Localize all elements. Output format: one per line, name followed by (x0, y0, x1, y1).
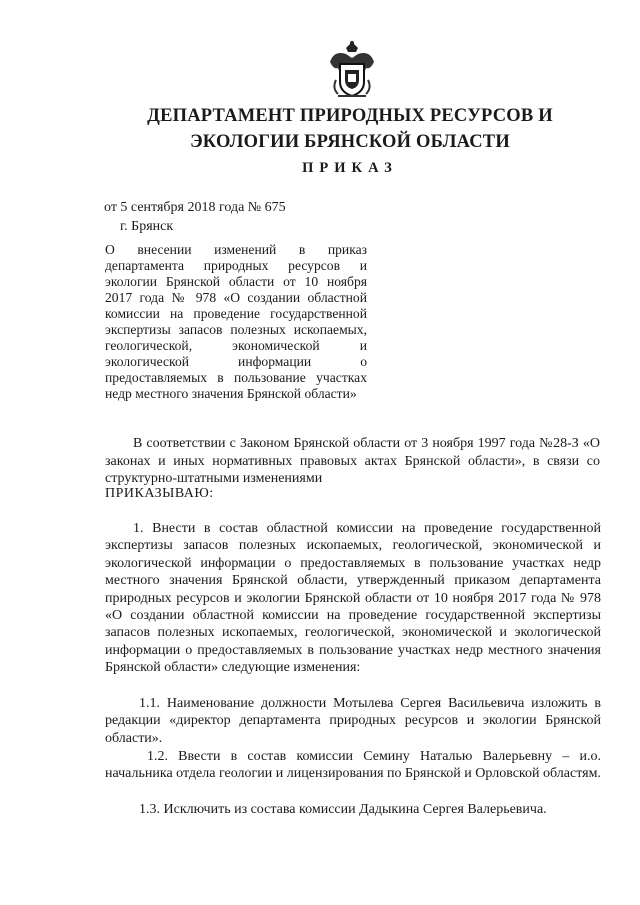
order-subject: О внесении изменений в приказ департамента природных ресурсов и экологии Брянской области от 10 ноября 2017 года № 978 «О создании областной комиссии на проведение государственной экспертизы запасов полезных ископаемых, геологической, экономической и экологической информации о предоставляемых в пользование участках недр местного значения Брянской области» (105, 242, 367, 401)
item-1-paragraph: 1. Внести в состав областной комиссии на проведение государственной экспертизы запасов полезных ископаемых, геологической, экономической и экологической информации о предоставляемых в пользование участках недр местного значения Брянской области, утвержденный приказом департамента природных ресурсов и экологии Брянской области от 10 ноября 2017 года № 978 «О создании областной комиссии на проведение государственной экспертизы запасов полезных ископаемых, геологической, экономической и экологической информации о предоставляемых в пользование участках недр местного значения Брянской области» следующие изменения: (105, 521, 601, 676)
order-keyword: ПРИКАЗЫВАЮ: (105, 486, 214, 501)
coat-of-arms-icon (326, 40, 378, 100)
department-title: ДЕПАРТАМЕНТ ПРИРОДНЫХ РЕСУРСОВ И ЭКОЛОГИИ БРЯНСКОЙ ОБЛАСТИ (147, 106, 553, 152)
item-1-3-paragraph: 1.3. Исключить из состава комиссии Дадыкина Сергея Валерьевича. (139, 802, 547, 817)
document-type-title: ПРИКАЗ (302, 160, 398, 176)
preamble-paragraph: В соответствии с Законом Брянской области от 3 ноября 1997 года №28-З «О законах и иных нормативных правовых актах Брянской области», в связи со структурно-штатными изменениями (105, 436, 600, 486)
order-city: г. Брянск (120, 219, 174, 234)
item-1-2-paragraph: 1.2. Ввести в состав комиссии Семину Наталью Валерьевну – и.о. начальника отдела геологии и лицензирования по Брянской и Орловской областям. (105, 749, 601, 782)
item-1-1-paragraph: 1.1. Наименование должности Мотылева Сергея Васильевича изложить в редакции «директор департамента природных ресурсов и экологии Брянской области». (105, 696, 601, 746)
order-date-number: от 5 сентября 2018 года № 675 (104, 200, 286, 215)
